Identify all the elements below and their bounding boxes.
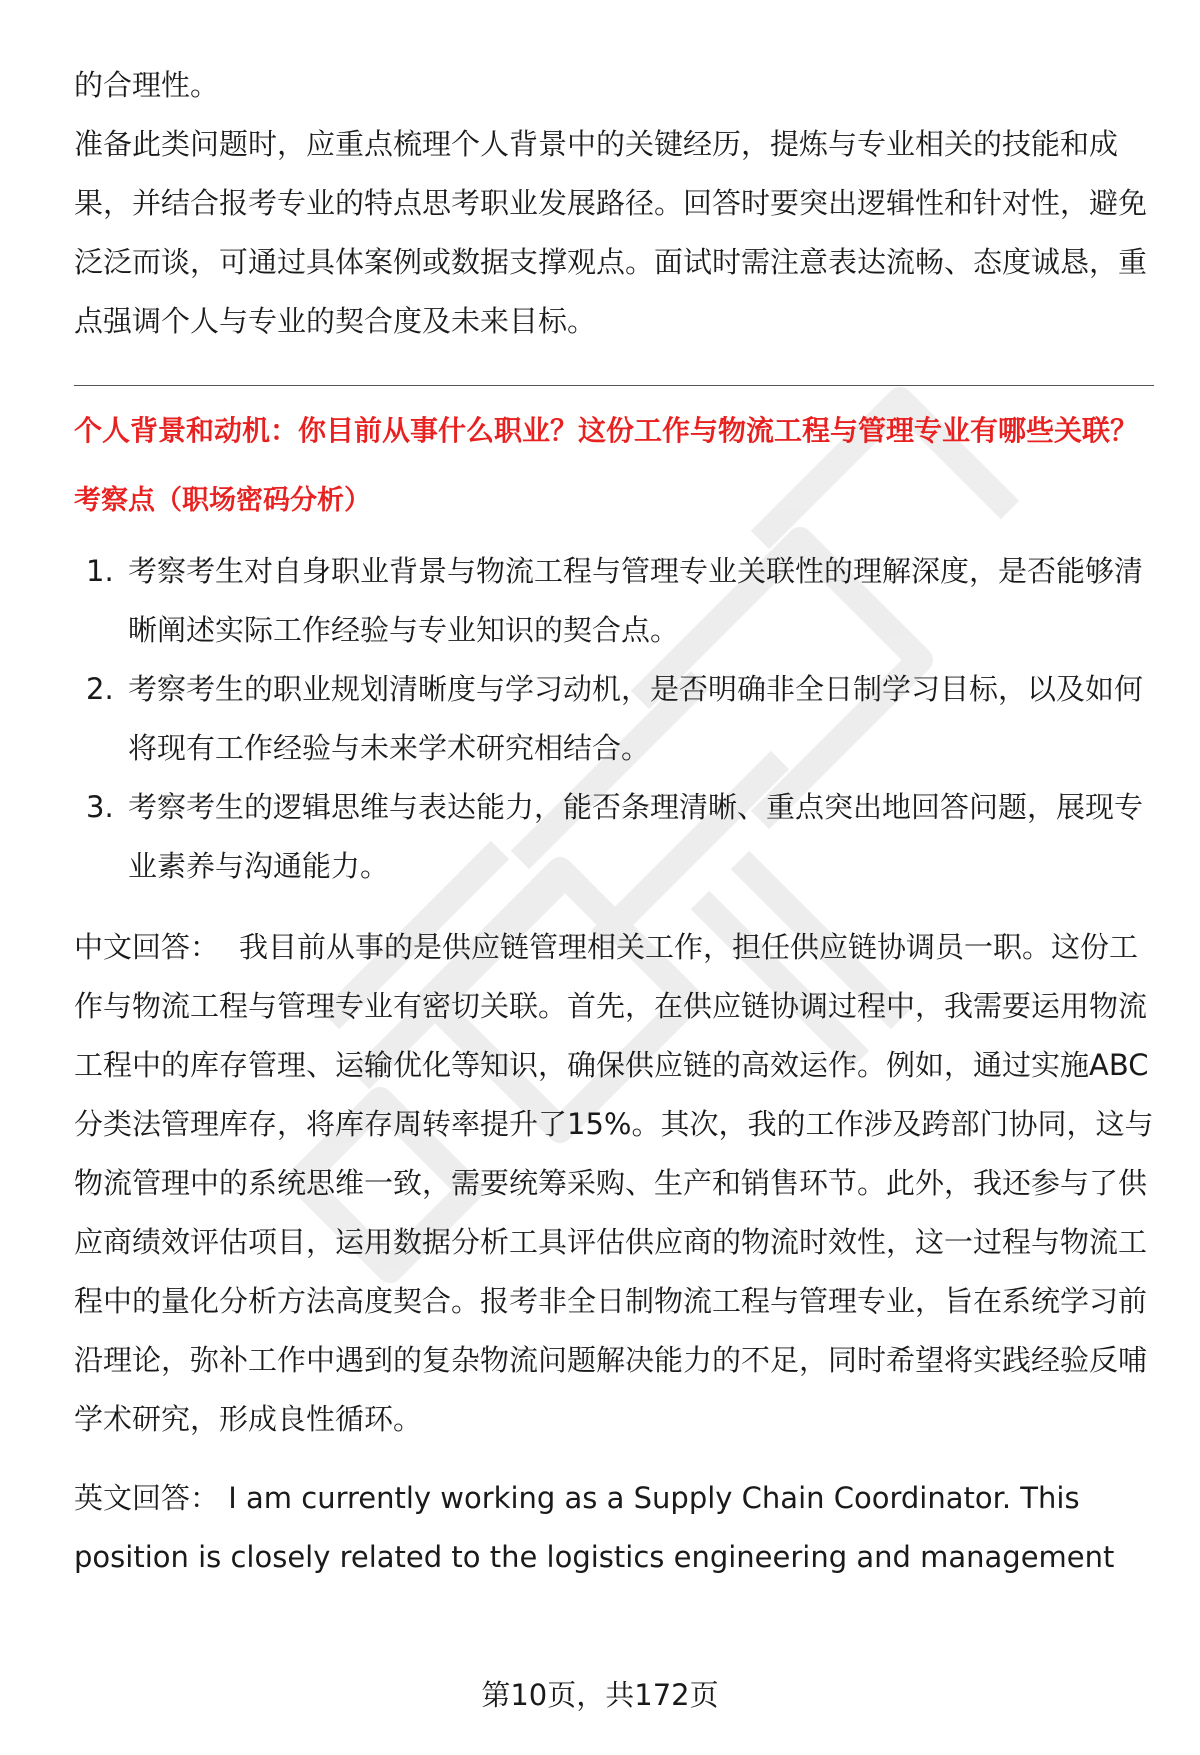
list-item-text: 考察考生对自身职业背景与物流工程与管理专业关联性的理解深度，是否能够清晰阐述实际工作经验与专业知识的契合点。 xyxy=(128,554,1144,647)
list-item-number: 2. xyxy=(86,672,114,706)
content-area xyxy=(74,56,1154,1587)
answer-chinese xyxy=(74,918,1154,1449)
intro-continuation: 的合理性。 xyxy=(74,68,220,102)
question-title: 个人背景和动机：你目前从事什么职业？这份工作与物流工程与管理专业有哪些关联？ xyxy=(74,414,1139,447)
list-item xyxy=(74,660,1154,778)
list-item-text: 考察考生的职业规划清晰度与学习动机，是否明确非全日制学习目标，以及如何将现有工作经验与未来学术研究相结合。 xyxy=(128,672,1144,765)
list-item-number: 3. xyxy=(86,790,114,824)
list-item xyxy=(74,778,1154,896)
list-item xyxy=(74,542,1154,660)
section-divider xyxy=(74,385,1154,386)
answer-chinese-text: 我目前从事的是供应链管理相关工作，担任供应链协调员一职。这份工作与物流工程与管理专业有密切关联。首先，在供应链协调过程中，我需要运用物流工程中的库存管理、运输优化等知识，确保供应链的高效运作。例如，通过实施ABC分类法管理库存，将库存周转率提升了15%。其次，我的工作涉及跨部门协同，这与物流管理中的系统思维一致，需要统筹采购、生产和销售环节。此外，我还参与了供应商绩效评估项目，运用数据分析工具评估供应商的物流时效性，这一过程与物流工程中的量化分析方法高度契合。报考非全日制物流工程与管理专业，旨在系统学习前沿理论，弥补工作中遇到的复杂物流问题解决能力的不足，同时希望将实践经验反哺学术研究，形成良性循环。 xyxy=(74,930,1154,1436)
page-footer: 第10页，共172页 xyxy=(481,1678,719,1712)
analysis-heading: 考察点（职场密码分析） xyxy=(74,485,371,516)
answer-chinese-label: 中文回答： xyxy=(74,930,220,964)
list-item-text: 考察考生的逻辑思维与表达能力，能否条理清晰、重点突出地回答问题，展现专业素养与沟通能力。 xyxy=(128,790,1144,883)
answer-english-label: 英文回答： xyxy=(74,1481,220,1515)
list-item-number: 1. xyxy=(86,554,114,588)
analysis-list xyxy=(74,542,1154,896)
intro-advice: 准备此类问题时，应重点梳理个人背景中的关键经历，提炼与专业相关的技能和成果，并结合报考专业的特点思考职业发展路径。回答时要突出逻辑性和针对性，避免泛泛而谈，可通过具体案例或数据支撑观点。面试时需注意表达流畅、态度诚恳，重点强调个人与专业的契合度及未来目标。 xyxy=(74,127,1148,338)
answer-english xyxy=(74,1469,1154,1587)
answer-english-text: I am currently working as a Supply Chain Coordinator. This position is closely related to the logistics engineering and management xyxy=(74,1481,1115,1574)
